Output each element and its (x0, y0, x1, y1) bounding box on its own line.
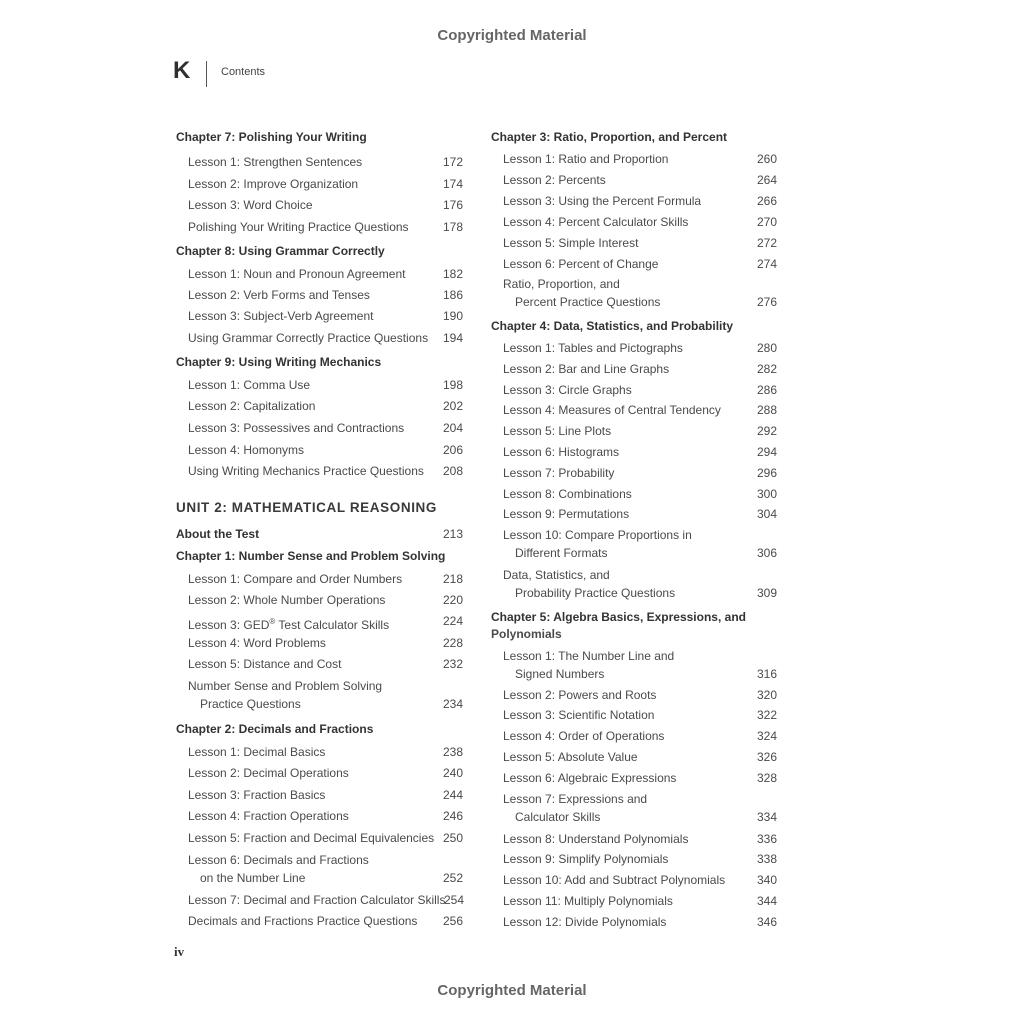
toc-page-number: 228 (443, 636, 464, 650)
toc-page-number: 334 (757, 810, 778, 824)
toc-page-number: 224 (443, 614, 464, 628)
toc-entry-title: Chapter 9: Using Writing Mechanics (176, 355, 382, 369)
toc-page-number: 320 (757, 688, 778, 702)
toc-entry-title-continued: Probability Practice Questions (515, 586, 676, 600)
toc-entry-title: Lesson 11: Multiply Polynomials (503, 894, 673, 908)
toc-entry-title: Chapter 2: Decimals and Fractions (176, 722, 374, 736)
toc-page-number: 218 (443, 572, 464, 586)
toc-entry-title: Lesson 8: Understand Polynomials (503, 832, 689, 846)
toc-entry-title: Lesson 3: Subject-Verb Agreement (188, 309, 374, 323)
toc-entry-title: Lesson 4: Order of Operations (503, 729, 665, 743)
toc-entry-title: Lesson 1: Ratio and Proportion (503, 152, 669, 166)
toc-entry-title: Lesson 2: Bar and Line Graphs (503, 362, 670, 376)
toc-entry-title-continued: Different Formats (515, 546, 608, 560)
toc-entry-title: Lesson 2: Capitalization (188, 399, 316, 413)
toc-page-number: 232 (443, 657, 464, 671)
toc-page-number: 309 (757, 586, 778, 600)
toc-entry-title: Lesson 7: Probability (503, 466, 615, 480)
toc-entry-title: Lesson 5: Line Plots (503, 424, 612, 438)
toc-entry-title: Lesson 2: Verb Forms and Tenses (188, 288, 370, 302)
header-title: Contents (221, 66, 266, 78)
publisher-logo: K (173, 57, 190, 84)
toc-entry-title: Lesson 1: Tables and Pictographs (503, 341, 683, 355)
toc-entry-title-continued: on the Number Line (200, 871, 306, 885)
toc-page-number: 270 (757, 215, 778, 229)
toc-entry-title-part: Test Calculator Skills (275, 618, 390, 632)
toc-entry-title: Lesson 4: Percent Calculator Skills (503, 215, 689, 229)
toc-page-number: 213 (443, 527, 464, 541)
registered-mark: ® (269, 617, 276, 626)
toc-entry-title: Lesson 5: Distance and Cost (188, 657, 342, 671)
toc-page-number: 272 (757, 236, 778, 250)
toc-page-number: 328 (757, 771, 778, 785)
toc-entry-title: Lesson 1: Compare and Order Numbers (188, 572, 403, 586)
toc-page-number: 172 (443, 155, 464, 169)
toc-entry-title: Lesson 4: Fraction Operations (188, 809, 349, 823)
toc-page-number: 246 (443, 809, 464, 823)
toc-page-number: 340 (757, 873, 778, 887)
toc-entry-title: Lesson 7: Decimal and Fraction Calculator Skills (188, 893, 446, 907)
toc-entry-title: UNIT 2: MATHEMATICAL REASONING (176, 500, 437, 515)
toc-page-number: 260 (757, 152, 778, 166)
toc-page-number: 206 (443, 443, 464, 457)
header-divider (206, 61, 207, 87)
toc-entry-title: Lesson 4: Measures of Central Tendency (503, 403, 721, 417)
toc-page-number: 294 (757, 445, 778, 459)
toc-page-number: 346 (757, 915, 778, 929)
toc-entry-title: Lesson 6: Decimals and Fractions (188, 853, 369, 867)
toc-entry-title: Lesson 9: Permutations (503, 507, 630, 521)
toc-entry-title: Chapter 5: Algebra Basics, Expressions, and (491, 610, 746, 624)
toc-entry-title: Lesson 12: Divide Polynomials (503, 915, 667, 929)
toc-entry-title: Chapter 1: Number Sense and Problem Solving (176, 549, 446, 563)
toc-entry-title: Lesson 10: Compare Proportions in (503, 528, 692, 542)
toc-entry-title: Chapter 7: Polishing Your Writing (176, 130, 367, 144)
toc-page-number: 238 (443, 745, 464, 759)
toc-page-number: 252 (443, 871, 464, 885)
toc-entry-title-continued: Signed Numbers (515, 667, 605, 681)
toc-page-number: 234 (443, 697, 464, 711)
toc-entry-title-continued: Percent Practice Questions (515, 295, 661, 309)
toc-page-number: 296 (757, 466, 778, 480)
page-number: iv (174, 944, 185, 959)
toc-page-number: 336 (757, 832, 778, 846)
toc-entry-title: Lesson 3: Fraction Basics (188, 788, 326, 802)
toc-entry-title: Decimals and Fractions Practice Questions (188, 914, 418, 928)
toc-page-number: 264 (757, 173, 778, 187)
toc-page-number: 256 (443, 914, 464, 928)
toc-page-number: 274 (757, 257, 778, 271)
toc-entry-title: Ratio, Proportion, and (503, 277, 620, 291)
toc-entry-title: Lesson 2: Improve Organization (188, 177, 359, 191)
toc-entry-title: Lesson 3: Possessives and Contractions (188, 421, 405, 435)
toc-entry-title: Lesson 6: Percent of Change (503, 257, 659, 271)
toc-page-number: 282 (757, 362, 778, 376)
toc-entry-title-continued: Polynomials (491, 627, 562, 641)
toc-entry-title: Chapter 8: Using Grammar Correctly (176, 244, 385, 258)
toc-entry-title: Lesson 1: The Number Line and (503, 649, 675, 663)
toc-page-number: 194 (443, 331, 464, 345)
toc-entry-title-continued: Calculator Skills (515, 810, 601, 824)
toc-page-number: 292 (757, 424, 778, 438)
toc-entry-title: Chapter 3: Ratio, Proportion, and Percent (491, 130, 728, 144)
toc-page-number: 202 (443, 399, 464, 413)
toc-entry-title: Lesson 2: Whole Number Operations (188, 593, 386, 607)
toc-entry-title: Lesson 5: Absolute Value (503, 750, 638, 764)
toc-page-number: 300 (757, 487, 778, 501)
toc-entry-title: Lesson 2: Percents (503, 173, 606, 187)
toc-page-number: 306 (757, 546, 778, 560)
copyright-watermark-bottom: Copyrighted Material (437, 982, 587, 999)
toc-entry-title (188, 612, 389, 635)
toc-entry-title: Lesson 3: Scientific Notation (503, 708, 655, 722)
toc-page-number: 338 (757, 852, 778, 866)
toc-page-number: 198 (443, 378, 464, 392)
toc-entry-title: Lesson 3: Circle Graphs (503, 383, 632, 397)
toc-page-number: 304 (757, 507, 778, 521)
toc-entry-title: Lesson 3: Using the Percent Formula (503, 194, 702, 208)
toc-page-number: 174 (443, 177, 464, 191)
toc-entry-title: Chapter 4: Data, Statistics, and Probability (491, 319, 734, 333)
toc-entry-title: Polishing Your Writing Practice Questions (188, 220, 409, 234)
toc-entry-title: Number Sense and Problem Solving (188, 679, 383, 693)
toc-entry-title: Lesson 6: Algebraic Expressions (503, 771, 677, 785)
toc-entry-title: Lesson 1: Decimal Basics (188, 745, 326, 759)
toc-entry-title: Lesson 1: Noun and Pronoun Agreement (188, 267, 406, 281)
toc-entry-title: Lesson 10: Add and Subtract Polynomials (503, 873, 726, 887)
toc-page-number: 344 (757, 894, 778, 908)
toc-page-number: 322 (757, 708, 778, 722)
toc-page-number: 220 (443, 593, 464, 607)
toc-page-number: 276 (757, 295, 778, 309)
toc-entry-title: Lesson 5: Fraction and Decimal Equivalencies (188, 831, 435, 845)
toc-page-number: 288 (757, 403, 778, 417)
toc-page-number: 244 (443, 788, 464, 802)
toc-entry-title: Lesson 1: Comma Use (188, 378, 311, 392)
toc-entry-title: Data, Statistics, and (503, 568, 610, 582)
toc-page-number: 324 (757, 729, 778, 743)
toc-page-number: 182 (443, 267, 464, 281)
toc-page-number: 208 (443, 464, 464, 478)
toc-page-number: 254 (444, 893, 465, 907)
toc-page-number: 280 (757, 341, 778, 355)
toc-page-number: 186 (443, 288, 464, 302)
toc-page-number: 316 (757, 667, 778, 681)
toc-entry-title: Lesson 2: Powers and Roots (503, 688, 657, 702)
toc-page-number: 204 (443, 421, 464, 435)
toc-entry-title: Lesson 8: Combinations (503, 487, 632, 501)
toc-page-number: 176 (443, 198, 464, 212)
toc-page-number: 250 (443, 831, 464, 845)
toc-entry-title-continued: Practice Questions (200, 697, 301, 711)
toc-page-number: 286 (757, 383, 778, 397)
toc-page-number: 266 (757, 194, 778, 208)
toc-entry-title: About the Test (176, 527, 260, 541)
toc-entry-title: Using Writing Mechanics Practice Questions (188, 464, 424, 478)
toc-page-number: 326 (757, 750, 778, 764)
toc-page-number: 190 (443, 309, 464, 323)
toc-entry-title: Lesson 9: Simplify Polynomials (503, 852, 669, 866)
toc-entry-title: Using Grammar Correctly Practice Questions (188, 331, 429, 345)
toc-entry-title: Lesson 1: Strengthen Sentences (188, 155, 363, 169)
toc-page-number: 240 (443, 766, 464, 780)
toc-page-number: 178 (443, 220, 464, 234)
toc-entry-title: Lesson 2: Decimal Operations (188, 766, 349, 780)
toc-entry-title: Lesson 5: Simple Interest (503, 236, 639, 250)
toc-entry-title: Lesson 4: Word Problems (188, 636, 326, 650)
toc-entry-title-part: Lesson 3: GED (188, 618, 270, 632)
toc-entry-title: Lesson 3: Word Choice (188, 198, 313, 212)
toc-entry-title: Lesson 6: Histograms (503, 445, 620, 459)
toc-entry-title: Lesson 7: Expressions and (503, 792, 648, 806)
copyright-watermark-top: Copyrighted Material (437, 27, 587, 44)
toc-entry-title: Lesson 4: Homonyms (188, 443, 305, 457)
